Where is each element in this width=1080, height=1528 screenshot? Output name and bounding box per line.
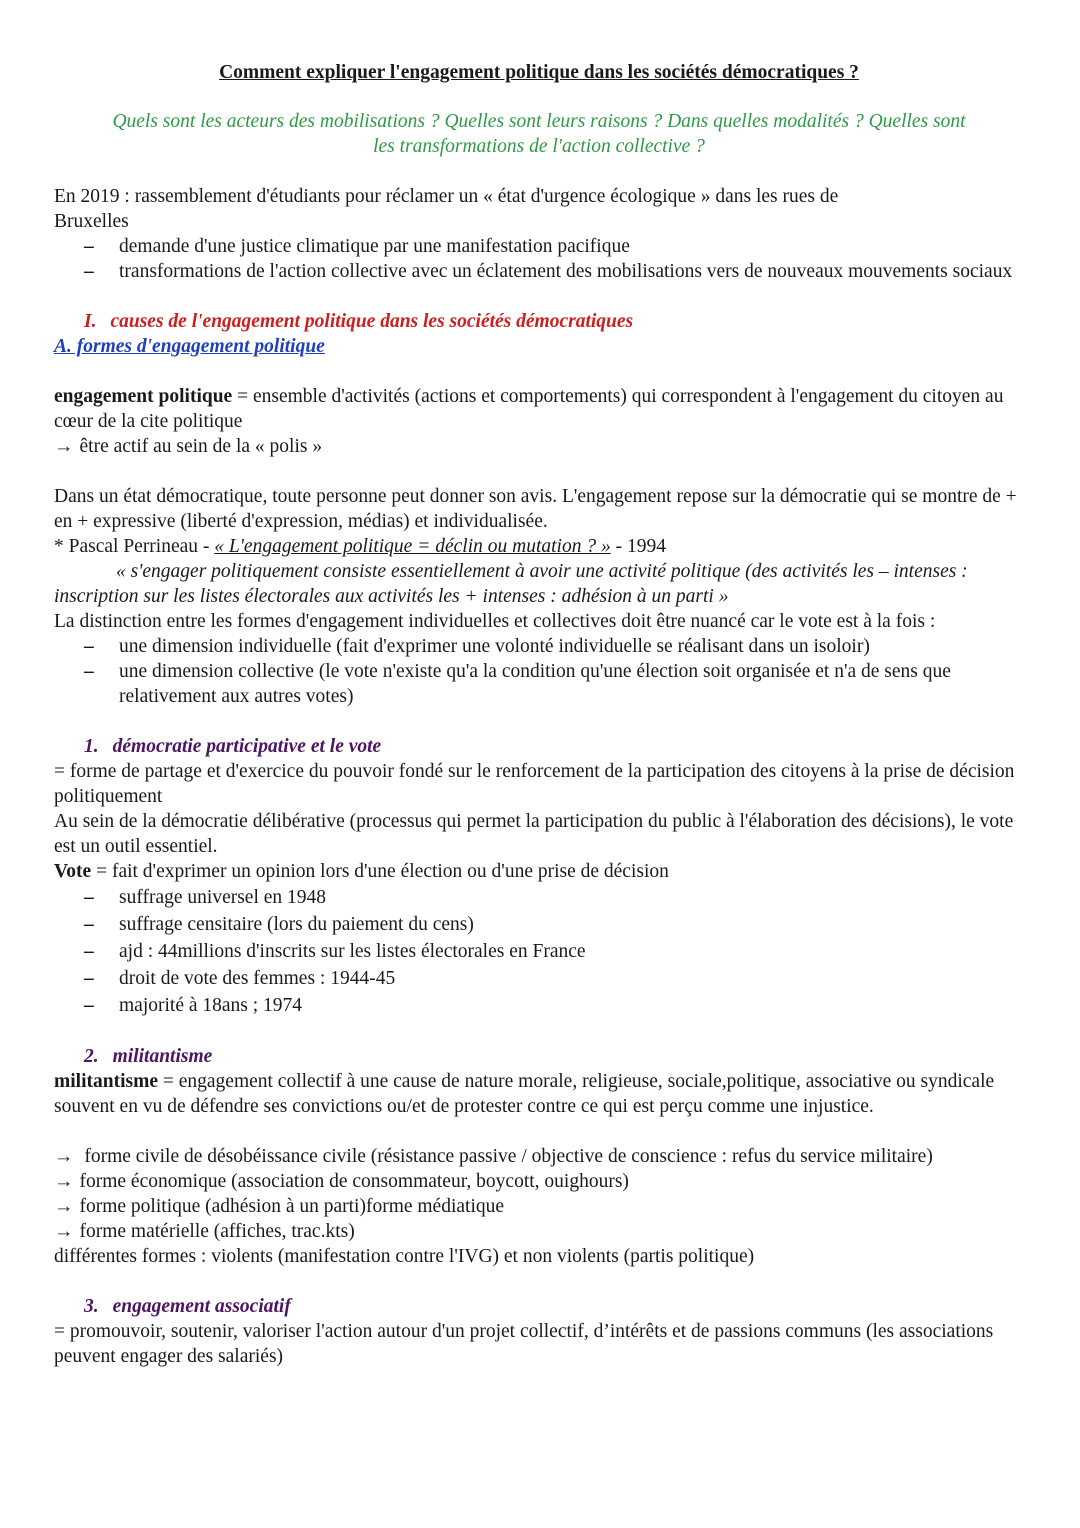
vote-definition (54, 859, 1024, 884)
list-item: – ajd : 44millions d'inscrits sur les listes électorales en France (84, 938, 1024, 965)
document-page (54, 60, 1024, 1369)
subtitle-line: les transformations de l'action collective ? (373, 136, 705, 157)
arrow-icon: → (54, 1196, 74, 1217)
form-line (54, 1194, 1024, 1219)
citation-title: « L'engagement politique = déclin ou mutation ? » (214, 536, 611, 557)
sub-heading-3 (54, 1294, 1024, 1319)
section-heading-1 (54, 309, 1024, 334)
vote-text: = fait d'exprimer un opinion lors d'une élection ou d'une prise de décision (91, 861, 669, 882)
citation-prefix: * Pascal Perrineau - (54, 536, 215, 557)
list-item: – suffrage censitaire (lors du paiement du cens) (84, 911, 1024, 938)
subtitle-line: Quels sont les acteurs des mobilisations ? Quelles sont leurs raisons ? Dans quelles modalités ? Quelles sont (112, 111, 966, 132)
intro-line: En 2019 : rassemblement d'étudiants pour réclamer un « état d'urgence écologique » dans les rues de (54, 186, 839, 207)
vote-bullets (54, 884, 1024, 1019)
distinction-paragraph: La distinction entre les formes d'engagement individuelles et collectives doit être nuancé car le vote est à la fois : (54, 611, 936, 632)
definition-text: = ensemble d'activités (actions et comportements) qui correspondent à l'engagement du citoyen au cœur de la cite politique (54, 386, 1004, 432)
deliberative-paragraph: Au sein de la démocratie délibérative (processus qui permet la participation du public à l'élaboration des décisions), le vote est un outil essentiel. (54, 811, 1014, 857)
definition-paragraph (54, 384, 1024, 434)
militantisme-definition (54, 1069, 1024, 1119)
sub-heading-label: militantisme (112, 1046, 213, 1067)
form-text: forme politique (adhésion à un parti)forme médiatique (79, 1196, 505, 1217)
form-text: forme matérielle (affiches, trac.kts) (79, 1221, 355, 1242)
vote-term: Vote (54, 861, 92, 882)
definition-arrow-line (54, 434, 1024, 459)
list-item: – droit de vote des femmes : 1944-45 (84, 965, 1024, 992)
form-line (54, 1219, 1024, 1244)
distinction-bullets (54, 634, 1024, 709)
subtitle (54, 109, 1024, 159)
arrow-icon: → (54, 1171, 74, 1192)
quote: « s'engager politiquement consiste essentiellement à avoir une activité politique (des activités les – intenses : inscription sur les listes électorales aux activités les + intenses : adhésion à un parti » (54, 561, 968, 607)
citation-year: - 1994 (610, 536, 666, 557)
section-number: I. (84, 311, 97, 332)
sub-heading-number: 3. (84, 1296, 99, 1317)
form-text: forme économique (association de consommateur, boycott, ouighours) (79, 1171, 629, 1192)
intro-bullets (54, 234, 1024, 284)
sub-heading-label: démocratie participative et le vote (112, 736, 382, 757)
list-item: – une dimension collective (le vote n'existe qu'a la condition qu'une élection soit organisée et n'a de sens que relativement aux autres votes) (84, 659, 1024, 709)
arrow-icon: → (54, 1146, 74, 1167)
list-item: – majorité à 18ans ; 1974 (84, 992, 1024, 1019)
participative-definition: = forme de partage et d'exercice du pouvoir fondé sur le renforcement de la participation des citoyens à la prise de décision politiquement (54, 761, 1015, 807)
form-text: forme civile de désobéissance civile (résistance passive / objective de conscience : refus du service militaire) (79, 1146, 933, 1167)
sub-heading-number: 1. (84, 736, 99, 757)
citation (54, 534, 1024, 559)
associatif-definition: = promouvoir, soutenir, valoriser l'action autour d'un projet collectif, d’intérêts et de passions communs (les associations peuvent engager des salariés) (54, 1321, 994, 1367)
sub-heading-number: 2. (84, 1046, 99, 1067)
list-item: – demande d'une justice climatique par une manifestation pacifique (84, 234, 1024, 259)
arrow-icon: → (54, 436, 74, 457)
list-item: – suffrage universel en 1948 (84, 884, 1024, 911)
militantisme-text: = engagement collectif à une cause de nature morale, religieuse, sociale,politique, associative ou syndicale souvent en vu de défendre ses convictions ou/et de protester contre ce qui est perçu comme une injustice. (54, 1071, 995, 1117)
page-title: Comment expliquer l'engagement politique dans les sociétés démocratiques ? (219, 62, 859, 83)
subsection-heading-a: A. formes d'engagement politique (54, 336, 325, 357)
definition-term: engagement politique (54, 386, 233, 407)
intro-line: Bruxelles (54, 211, 129, 232)
arrow-icon: → (54, 1221, 74, 1242)
sub-heading-1 (54, 734, 1024, 759)
section-label: causes de l'engagement politique dans les sociétés démocratiques (110, 311, 634, 332)
different-forms: différentes formes : violents (manifestation contre l'IVG) et non violents (partis politique) (54, 1246, 755, 1267)
list-item: – une dimension individuelle (fait d'exprimer une volonté individuelle se réalisant dans un isoloir) (84, 634, 1024, 659)
list-item: – transformations de l'action collective avec un éclatement des mobilisations vers de nouveaux mouvements sociaux (84, 259, 1024, 284)
sub-heading-label: engagement associatif (112, 1296, 291, 1317)
militantisme-term: militantisme (54, 1071, 158, 1092)
arrow-text: être actif au sein de la « polis » (79, 436, 323, 457)
form-line (54, 1169, 1024, 1194)
form-line (54, 1144, 1024, 1169)
democracy-paragraph: Dans un état démocratique, toute personne peut donner son avis. L'engagement repose sur la démocratie qui se montre de + en + expressive (liberté d'expression, médias) et individualisée. (54, 486, 1017, 532)
sub-heading-2 (54, 1044, 1024, 1069)
